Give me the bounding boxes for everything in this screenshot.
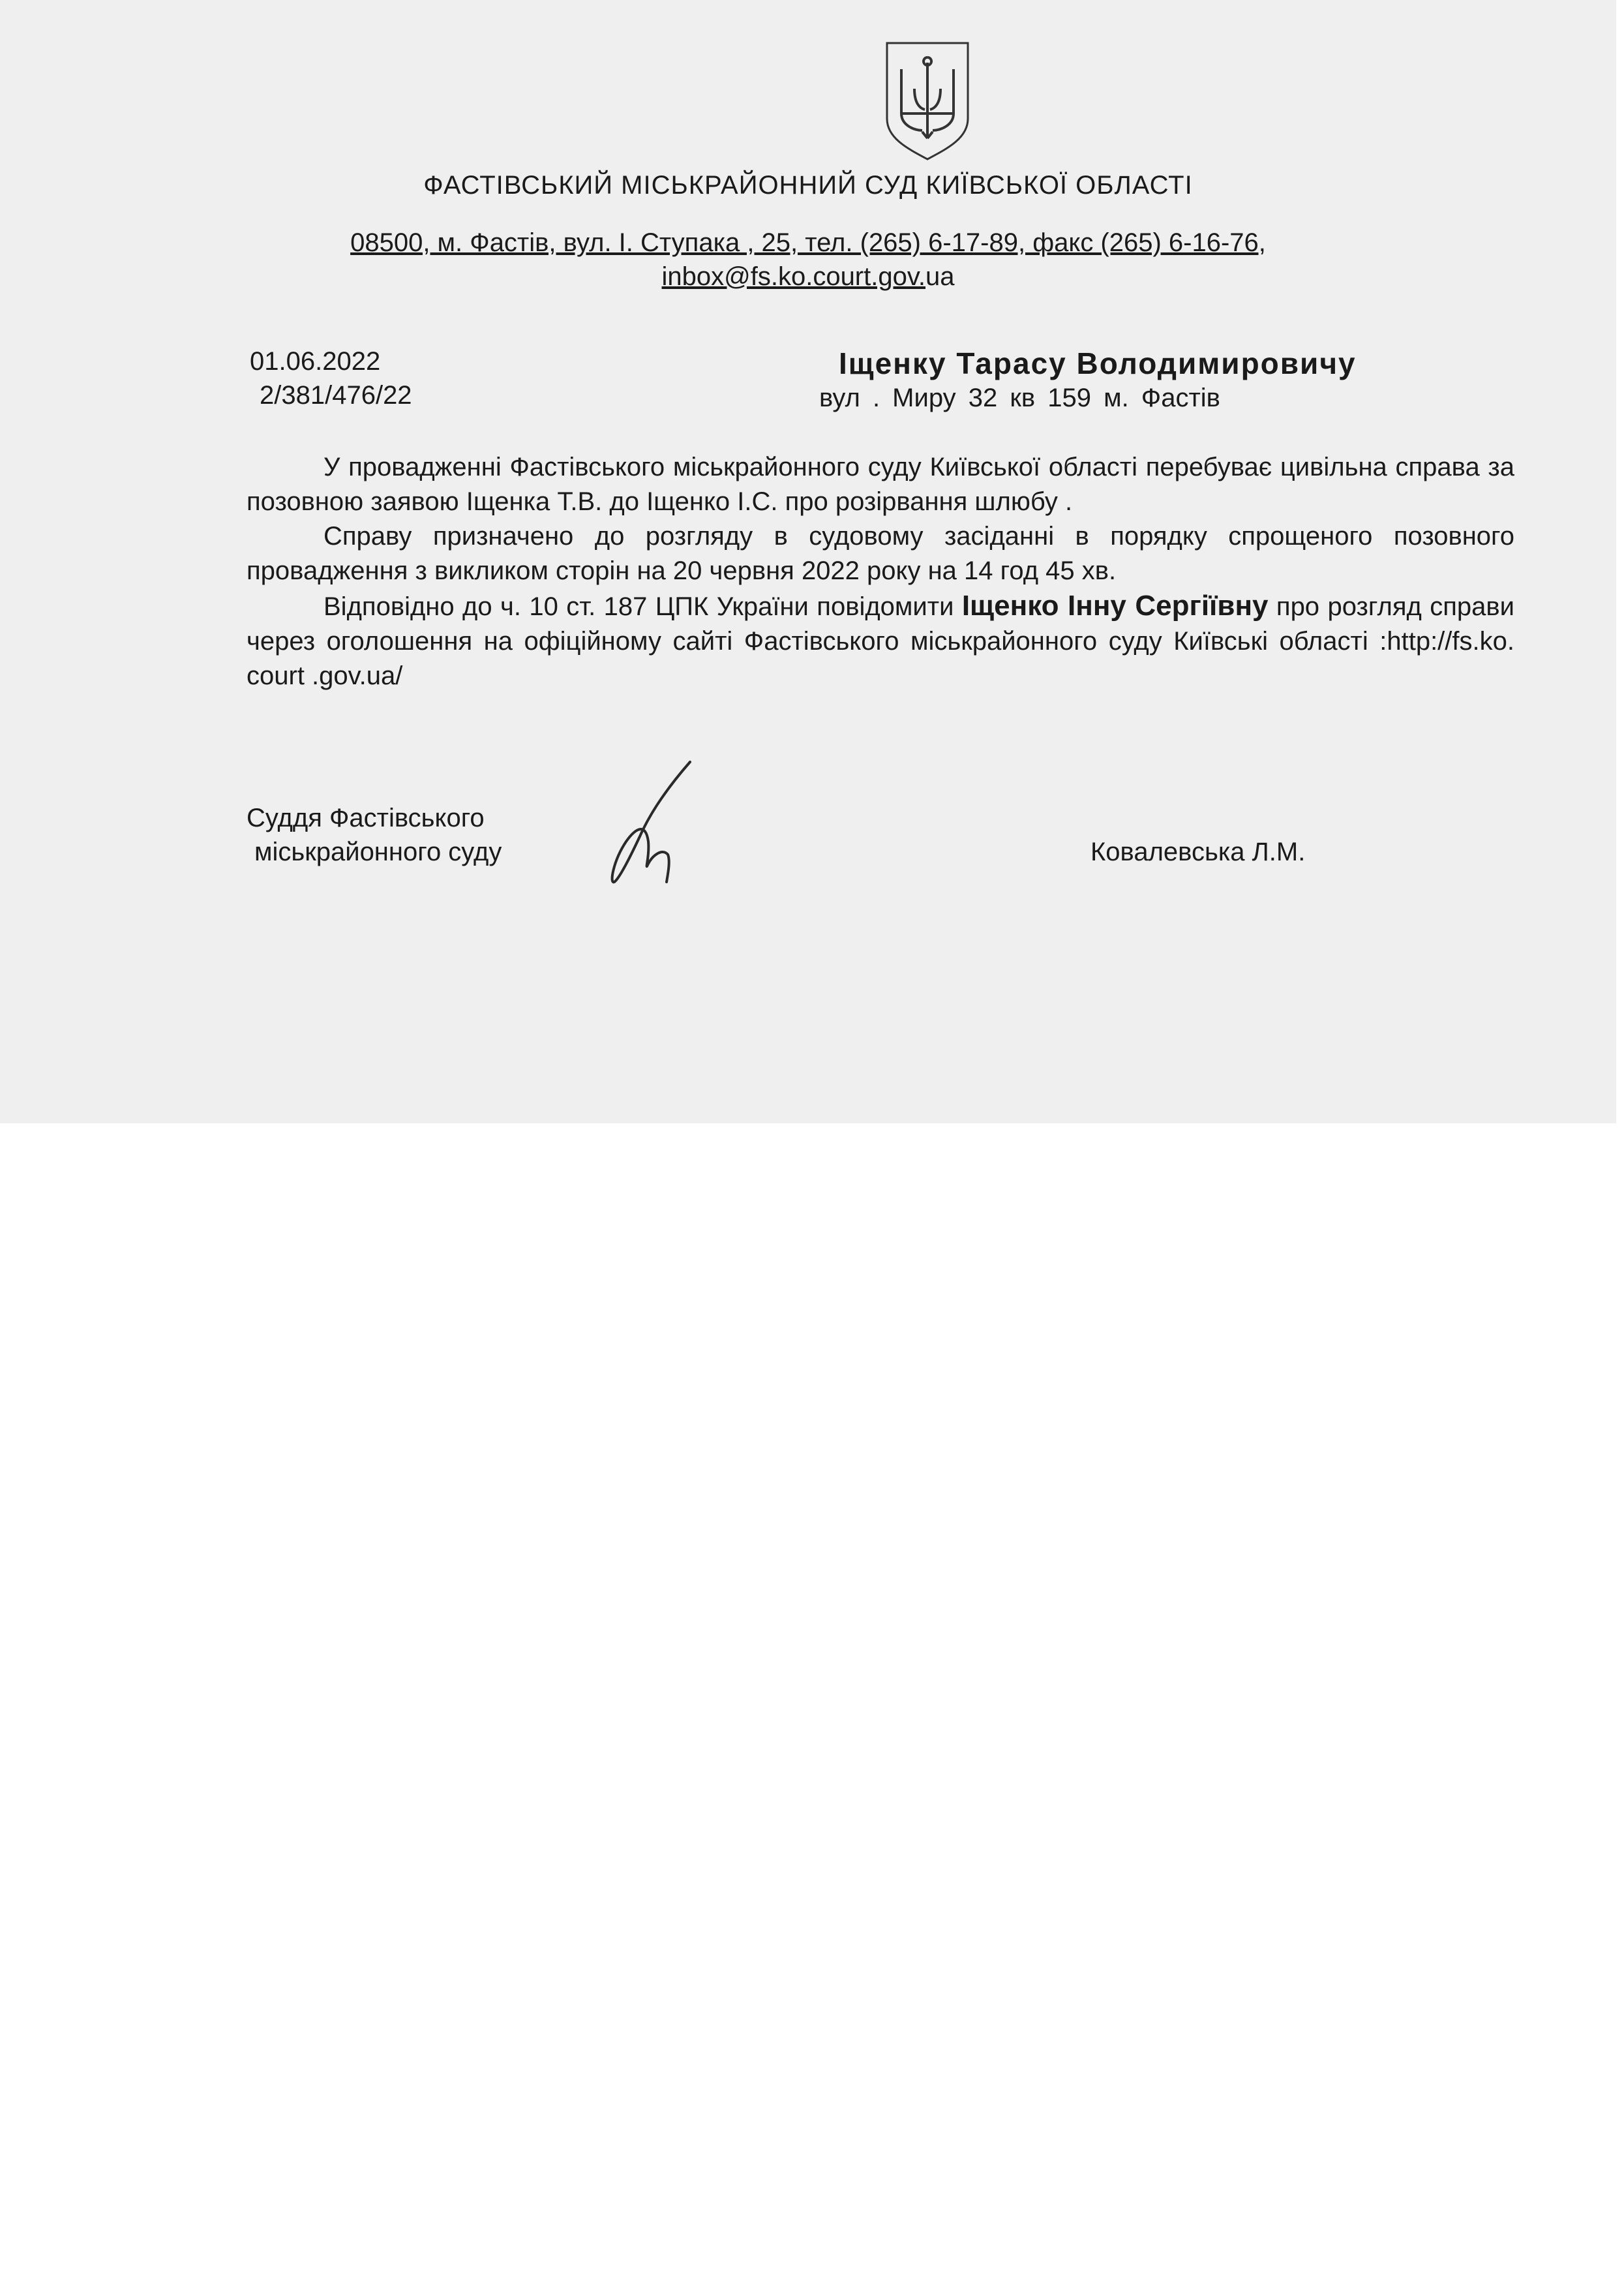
court-address-line: 08500, м. Фастів, вул. І. Ступака , 25, тел. (265) 6-17-89, факс (265) 6-16-76, [350,228,1266,257]
notified-person: Іщенко Інну Сергіївну [961,590,1269,622]
recipient-name: Іщенку Тарасу Володимировичу [839,346,1357,380]
court-email[interactable]: inbox@fs.ko.court.gov. [661,262,925,291]
judge-name: Ковалевська Л.М. [1090,838,1306,866]
court-email-line [0,262,1616,292]
court-email-domain: ua [925,262,955,291]
coat-of-arms-icon [882,40,973,162]
court-address [0,228,1616,258]
paragraph-hearing: Справу призначено до розгляду в судовому засіданні в порядку спрощеного позовного провадження з викликом сторін на 20 червня 2022 року на 14 год 45 хв. [247,522,1514,585]
scanned-letter [0,0,1616,1123]
handwritten-signature [600,757,698,887]
letter-body [247,450,1514,693]
recipient-address: вул . Миру 32 кв 159 м. Фастів [819,384,1220,412]
letter-date: 01.06.2022 [250,347,381,376]
paragraph-proceedings: У провадженні Фастівського міськрайонного суду Київської області перебуває цивільна справа за позовною заявою Іщенка Т.В. до Іщенко І.С. про розірвання шлюбу . [247,453,1514,516]
paragraph-notification [247,588,1514,693]
court-name: ФАСТІВСЬКИЙ МІСЬКРАЙОННИЙ СУД КИЇВСЬКОЇ ОБЛАСТІ [423,171,1193,200]
notification-text-start: Відповідно до ч. 10 ст. 187 ЦПК України повідомити [323,592,962,621]
signer-position-line2: міськрайонного суду [254,838,502,866]
notification-text-end: про розгляд справи через оголошення на офіційному сайті Фастівського міськрайонного суду Київські області :http://fs.ko. court .gov.ua/ [247,592,1515,690]
outgoing-number: 2/381/476/22 [260,381,412,410]
signer-position-line1: Суддя Фастівського [247,804,485,832]
